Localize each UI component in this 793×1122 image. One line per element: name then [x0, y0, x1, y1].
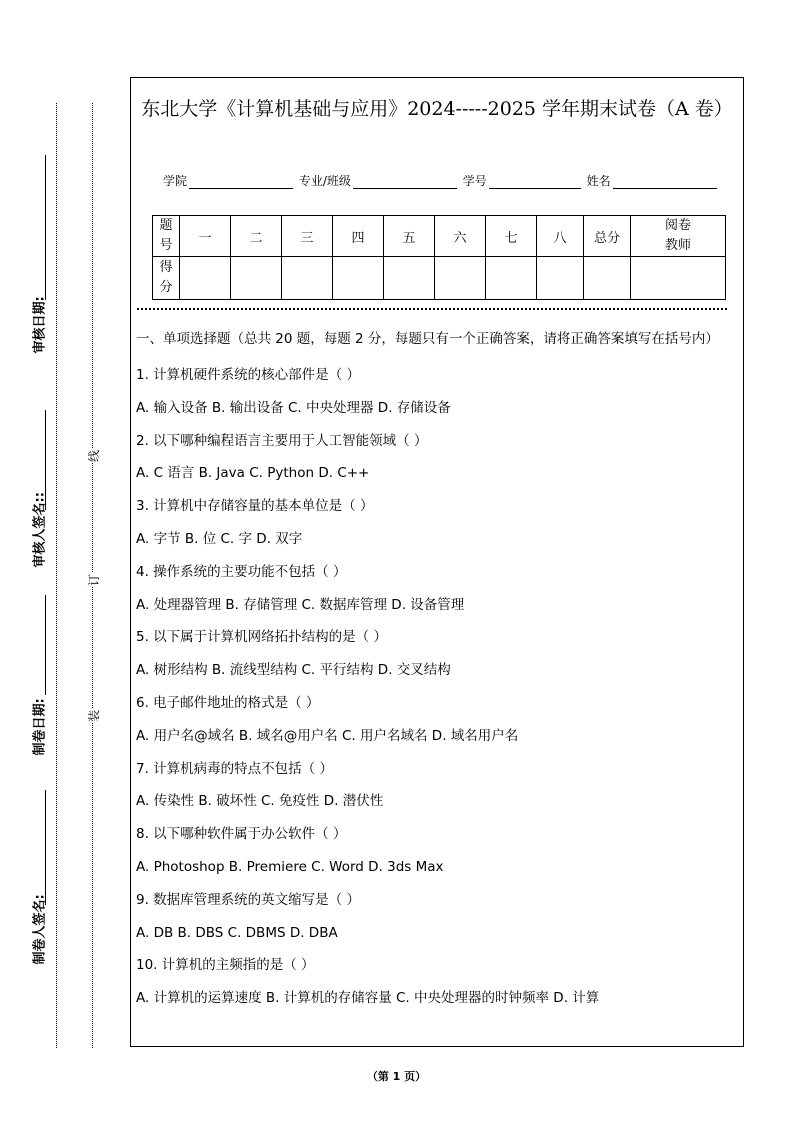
options-8: A. Photoshop B. Premiere C. Word D. 3ds Max — [136, 858, 444, 875]
score-col-1: 一 — [180, 216, 231, 257]
score-cell[interactable] — [282, 257, 333, 300]
question-10: 10. 计算机的主频指的是（ ） — [136, 957, 315, 974]
student-info-row — [163, 172, 719, 189]
field-label-major-class: 专业/班级 — [298, 174, 351, 188]
score-col-total: 总分 — [584, 216, 631, 257]
field-label-college: 学院 — [163, 174, 188, 188]
score-col-3: 三 — [282, 216, 333, 257]
auditor-sign-field[interactable] — [45, 410, 46, 510]
maker-sign-field[interactable] — [45, 790, 46, 905]
field-label-student-id: 学号 — [462, 174, 487, 188]
make-date-field[interactable] — [45, 595, 46, 695]
options-3: A. 字节 B. 位 C. 字 D. 双字 — [136, 530, 303, 547]
binding-char-stitch: 订 — [87, 574, 101, 587]
binding-char-line: 线 — [87, 450, 101, 463]
options-10: A. 计算机的运算速度 B. 计算机的存储容量 C. 中央处理器的时钟频率 D. 计算 — [136, 990, 600, 1007]
question-8: 8. 以下哪种软件属于办公软件（ ） — [136, 826, 347, 843]
question-6: 6. 电子邮件地址的格式是（ ） — [136, 694, 320, 711]
score-col-5: 五 — [384, 216, 435, 257]
score-col-8: 八 — [537, 216, 584, 257]
binding-char-bind: 装 — [87, 710, 101, 723]
question-4: 4. 操作系统的主要功能不包括（ ） — [136, 563, 347, 580]
question-section — [136, 328, 742, 1015]
question-3: 3. 计算机中存储容量的基本单位是（ ） — [136, 498, 374, 515]
options-2: A. C 语言 B. Java C. Python D. C++ — [136, 465, 370, 482]
score-cell[interactable] — [486, 257, 537, 300]
score-cell[interactable] — [435, 257, 486, 300]
question-2: 2. 以下哪种编程语言主要用于人工智能领域（ ） — [136, 432, 428, 449]
score-cell[interactable] — [333, 257, 384, 300]
score-cell[interactable] — [231, 257, 282, 300]
auditor-sign-label: 审核人签名:: — [32, 492, 48, 568]
section-divider — [137, 308, 727, 310]
score-cell-total[interactable] — [584, 257, 631, 300]
audit-date-label: 审核日期: — [32, 296, 48, 354]
name-input[interactable] — [613, 176, 717, 189]
score-cell[interactable] — [180, 257, 231, 300]
score-col-4: 四 — [333, 216, 384, 257]
options-4: A. 处理器管理 B. 存储管理 C. 数据库管理 D. 设备管理 — [136, 596, 465, 613]
student-id-input[interactable] — [489, 176, 581, 189]
page-number: （第 1 页） — [366, 1070, 427, 1083]
score-cell-grader[interactable] — [631, 257, 726, 300]
question-7: 7. 计算机病毒的特点不包括（ ） — [136, 760, 333, 777]
score-cell[interactable] — [537, 257, 584, 300]
field-label-name: 姓名 — [586, 174, 611, 188]
score-header-first: 题号 — [153, 216, 180, 257]
major-class-input[interactable] — [353, 176, 457, 189]
audit-date-field[interactable] — [45, 155, 46, 300]
score-row-label: 得分 — [153, 257, 180, 300]
options-5: A. 树形结构 B. 流线型结构 C. 平行结构 D. 交叉结构 — [136, 662, 451, 679]
options-6: A. 用户名@域名 B. 域名@用户名 C. 用户名域名 D. 域名用户名 — [136, 727, 519, 744]
question-5: 5. 以下属于计算机网络拓扑结构的是（ ） — [136, 629, 387, 646]
score-cell[interactable] — [384, 257, 435, 300]
score-col-7: 七 — [486, 216, 537, 257]
section-heading: 一、单项选择题（总共 20 题，每题 2 分，每题只有一个正确答案，请将正确答案填写在括号内） — [136, 331, 719, 347]
exam-frame — [130, 77, 744, 1047]
college-input[interactable] — [189, 176, 293, 189]
maker-sign-label: 制卷人签名: — [32, 894, 48, 965]
score-col-6: 六 — [435, 216, 486, 257]
score-col-2: 二 — [231, 216, 282, 257]
options-1: A. 输入设备 B. 输出设备 C. 中央处理器 D. 存储设备 — [136, 399, 451, 416]
score-col-grader: 阅卷教师 — [631, 216, 726, 257]
exam-title: 东北大学《计算机基础与应用》2024-----2025 学年期末试卷（A 卷） — [141, 98, 733, 120]
options-9: A. DB B. DBS C. DBMS D. DBA — [136, 924, 338, 941]
sign-dotted-line — [56, 103, 57, 1048]
question-9: 9. 数据库管理系统的英文缩写是（ ） — [136, 891, 360, 908]
make-date-label: 制卷日期: — [32, 698, 48, 756]
score-table — [152, 215, 726, 300]
options-7: A. 传染性 B. 破坏性 C. 免疫性 D. 潜伏性 — [136, 793, 384, 810]
question-1: 1. 计算机硬件系统的核心部件是（ ） — [136, 367, 360, 383]
